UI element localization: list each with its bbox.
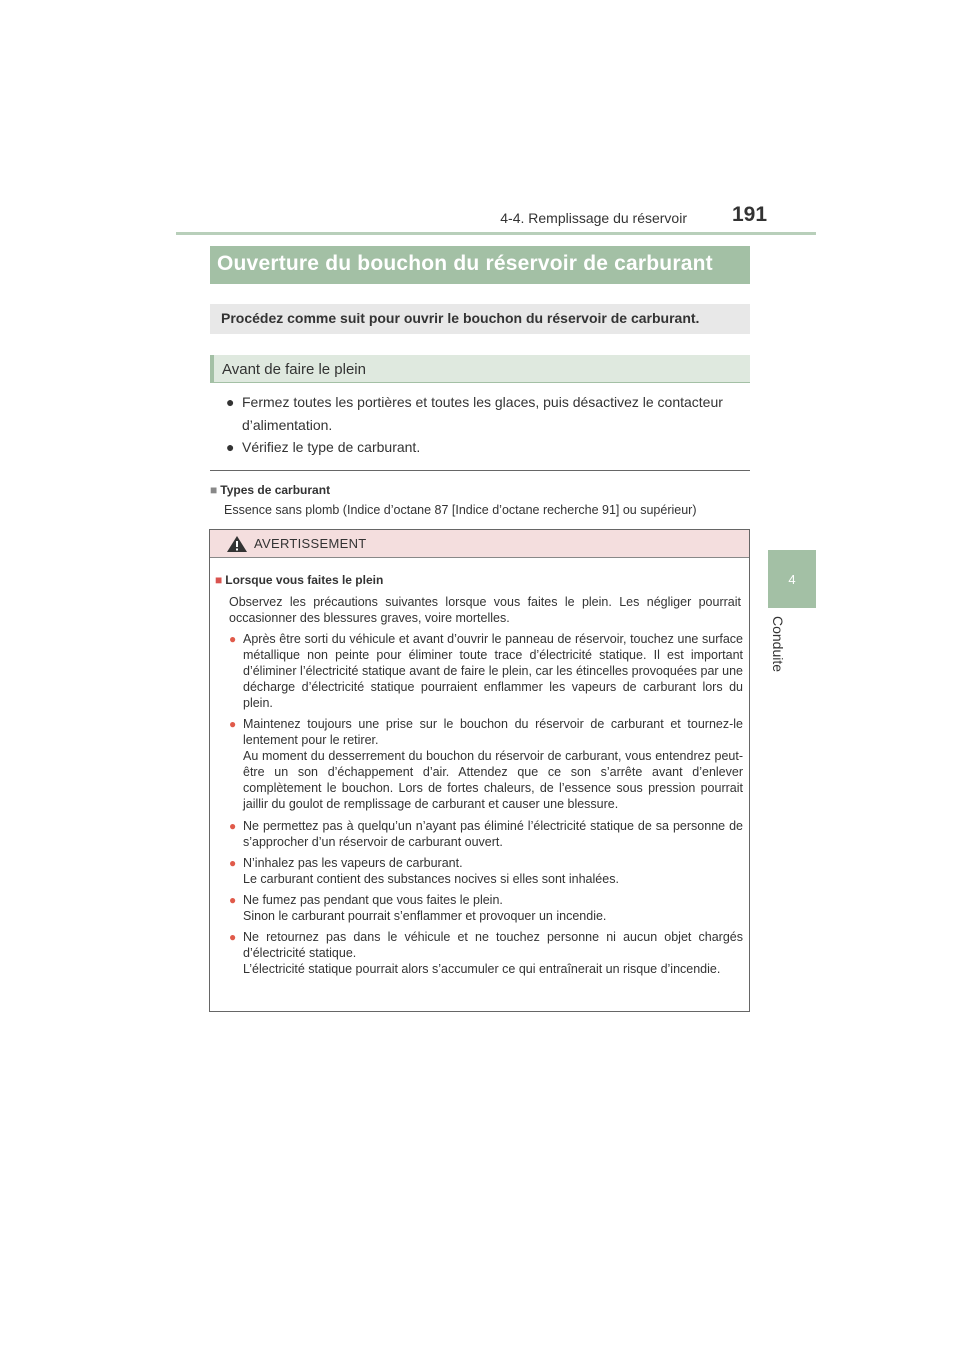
list-item — [226, 436, 746, 459]
list-item-text: Fermez toutes les portières et toutes les glaces, puis désactivez le contacteur d’alimentation. — [242, 394, 723, 433]
fuel-types-heading — [210, 483, 330, 497]
section-divider — [210, 470, 750, 471]
page-title: Ouverture du bouchon du réservoir de carburant — [217, 252, 713, 275]
warning-item-text: Maintenez toujours une prise sur le bouchon du réservoir de carburant et tournez-le lentement pour le retirer. Au moment du desserrement du bouchon du réservoir de carburant, vous entendrez peut-être un son d’échappement d’air. Attendez que ce son s’arrête avant d’enlever complètement le bouchon. Lors de fortes chaleurs, de l’essence sous pression pourrait jaillir du goulot de remplissage de carburant et causer une blessure. — [243, 717, 743, 811]
warning-item — [229, 818, 743, 850]
warning-item-text: N’inhalez pas les vapeurs de carburant. Le carburant contient des substances nocives si elles sont inhalées. — [243, 856, 619, 886]
warning-item-text: Ne fumez pas pendant que vous faites le plein. Sinon le carburant pourrait s’enflammer et provoquer un incendie. — [243, 893, 607, 923]
page-number: 191 — [732, 203, 768, 226]
chapter-number: 4 — [788, 572, 796, 587]
warning-item — [229, 892, 743, 924]
fuel-types-text: Essence sans plomb (Indice d’octane 87 [Indice d’octane recherche 91] ou supérieur) — [224, 503, 697, 517]
list-item — [226, 391, 746, 437]
bullet-icon: ● — [229, 856, 237, 870]
fuel-types-heading-text: Types de carburant — [220, 483, 331, 497]
bullet-icon: ● — [229, 893, 237, 907]
bullet-icon: ● — [229, 819, 237, 833]
chapter-label: Conduite — [770, 616, 786, 673]
warning-intro: Observez les précautions suivantes lorsque vous faites le plein. Les négliger pourrait occasionner des blessures graves, voire mortelles. — [229, 595, 741, 625]
warning-triangle-icon — [226, 535, 248, 553]
square-bullet-icon: ■ — [215, 573, 223, 587]
bullet-icon: ● — [229, 717, 237, 731]
list-item-text: Vérifiez le type de carburant. — [242, 439, 421, 455]
bullet-icon: ● — [229, 930, 237, 944]
warning-subheading-text: Lorsque vous faites le plein — [225, 573, 384, 587]
bullet-icon: ● — [226, 439, 235, 455]
warning-title: AVERTISSEMENT — [254, 536, 367, 551]
subheading: Avant de faire le plein — [222, 361, 366, 378]
warning-item — [229, 855, 743, 887]
bullet-icon: ● — [226, 394, 235, 410]
warning-item — [229, 716, 743, 812]
warning-item — [229, 631, 743, 711]
intro-text: Procédez comme suit pour ouvrir le bouchon du réservoir de carburant. — [221, 310, 700, 326]
warning-item-text: Ne retournez pas dans le véhicule et ne touchez personne ni aucun objet chargés d’électricité statique. L’électricité statique pourrait alors s’accumuler ce qui entraînerait un risque d’incendie. — [243, 930, 743, 976]
bullet-icon: ● — [229, 632, 237, 646]
warning-item — [229, 929, 743, 993]
warning-item-text: Après être sorti du véhicule et avant d’ouvrir le panneau de réservoir, touchez une surface métallique non peinte pour éliminer toute trace d’électricité statique. Il est important d’éliminer l’électricité statique avant de faire le plein, car les étincelles provoquées par une décharge d’électricité statique pourraient enflammer les vapeurs de carburant lors du plein. — [243, 632, 743, 710]
square-bullet-icon: ■ — [210, 483, 218, 497]
warning-subheading — [215, 573, 383, 587]
warning-item-text: Ne permettez pas à quelqu’un n’ayant pas éliminé l’électricité statique de sa personne de s’approcher d’un réservoir de carburant ouvert. — [243, 819, 743, 849]
header-divider — [176, 232, 816, 235]
chapter-label-wrap — [766, 616, 790, 680]
section-label: 4-4. Remplissage du réservoir — [500, 210, 687, 226]
